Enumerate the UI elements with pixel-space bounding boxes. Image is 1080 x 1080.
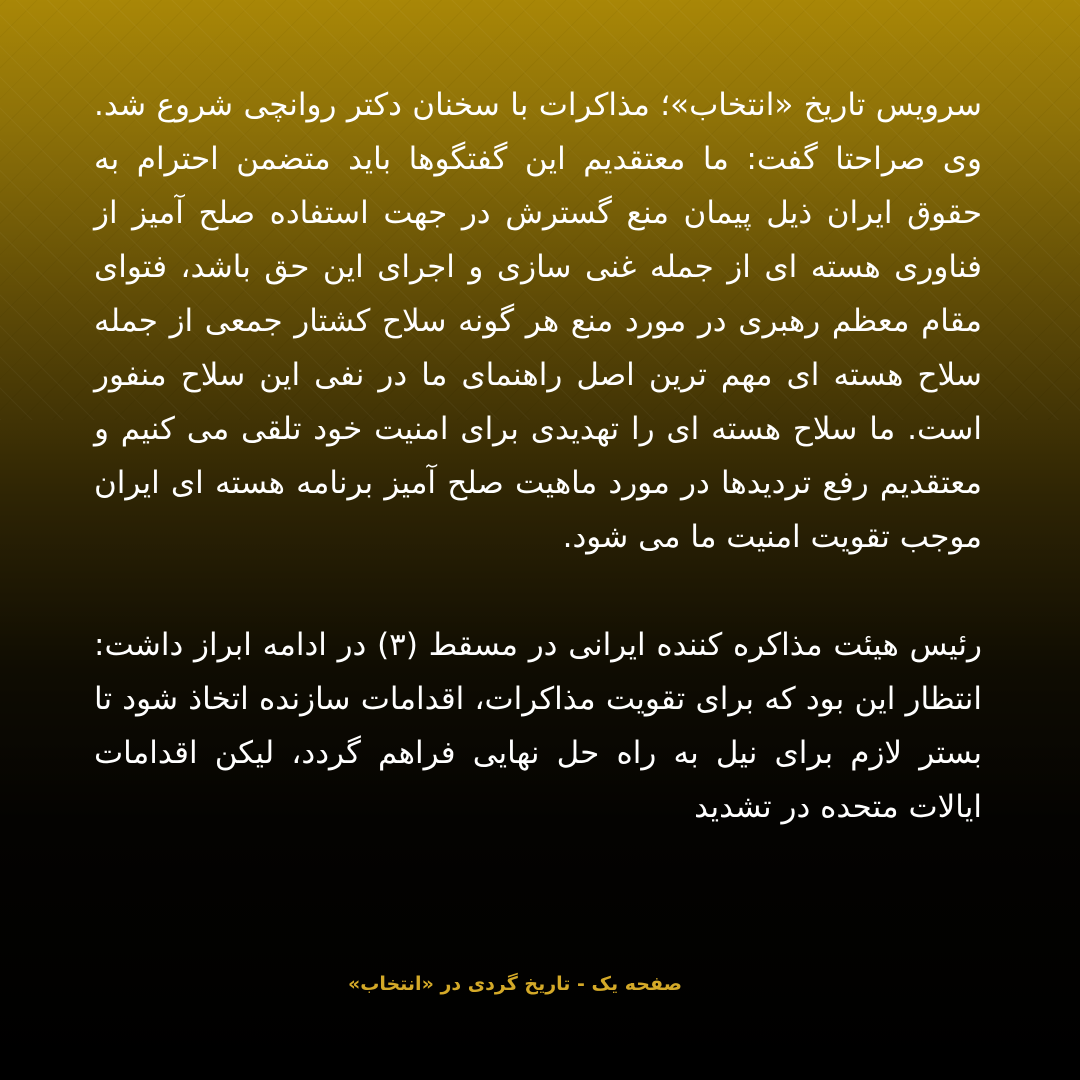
article-paragraph-2: رئیس هیئت مذاکره کننده ایرانی در مسقط (۳) در ادامه ابراز داشت: انتظار این بود که برای تقویت مذاکرات، اقدامات سازنده اتخاذ شود تا بستر لازم برای نیل به راه حل نهایی فراهم گردد، لیکن اقدامات ایالات متحده در تشدید — [94, 627, 982, 825]
footer — [0, 970, 1080, 998]
article-body — [94, 78, 982, 834]
article-paragraph-1: سرویس تاریخ «انتخاب»؛ مذاکرات با سخنان دکتر روانچی شروع شد. وی صراحتا گفت: ما معتقدیم این گفتگوها باید متضمن احترام به حقوق ایران ذیل پیمان منع گسترش در جهت استفاده صلح آمیز از فناوری هسته ای از جمله غنی سازی و اجرای این حق باشد، فتوای مقام معظم رهبری در مورد منع هر گونه سلاح کشتار جمعی از جمله سلاح هسته ای مهم ترین اصل راهنمای ما در نفی این سلاح منفور است. ما سلاح هسته ای را تهدیدی برای امنیت خود تلقی می کنیم و معتقدیم رفع تردیدها در مورد ماهیت صلح آمیز برنامه هسته ای ایران موجب تقویت امنیت ما می شود. — [94, 87, 982, 555]
footer-caption: صفحه یک - تاریخ گردی در «انتخاب» — [347, 973, 683, 995]
